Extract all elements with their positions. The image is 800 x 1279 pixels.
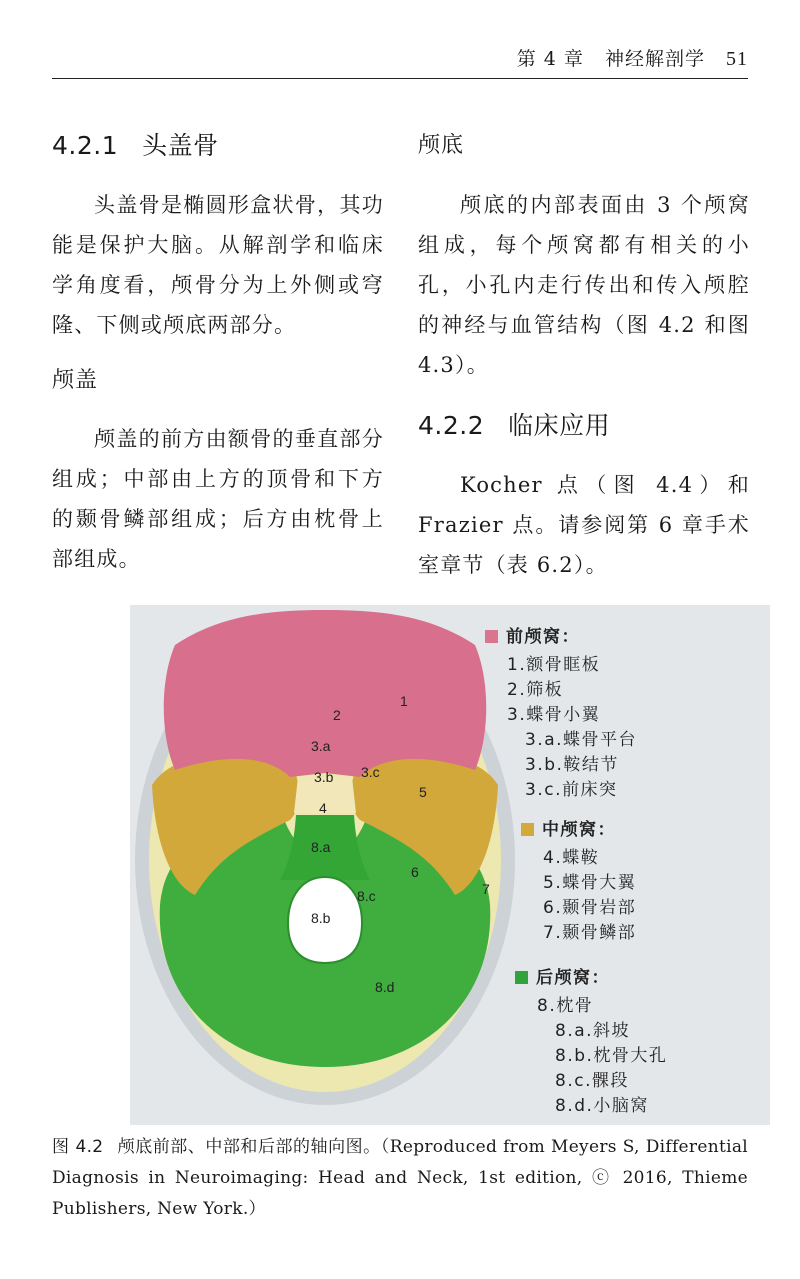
legend-sub-item: 8.c.髁段 — [555, 1071, 629, 1091]
legend-item: 2.筛板 — [507, 680, 564, 700]
section-title: 临床应用 — [508, 411, 611, 440]
label-4: 4 — [319, 800, 327, 816]
posterior-swatch — [515, 971, 528, 984]
label-3c: 3.c — [361, 764, 380, 780]
legend-item: 8.枕骨 — [537, 996, 594, 1016]
legend-item: 6.颞骨岩部 — [543, 898, 637, 918]
section-heading-clinical — [418, 405, 750, 447]
section-heading-skull — [52, 125, 384, 167]
legend-anterior-title: 前颅窝： — [485, 622, 580, 647]
legend-item: 7.颞骨鳞部 — [543, 923, 637, 943]
label-3a: 3.a — [311, 738, 331, 754]
page-number: 51 — [726, 48, 748, 70]
section-title: 头盖骨 — [142, 131, 219, 160]
anterior-swatch — [485, 630, 498, 643]
caption-text: 颅底前部、中部和后部的轴向图。（Reproduced from Meyers S, Differential Diagnosis in Neuroimaging: Head and Neck, 1st edition, ⓒ 2016, Thieme Publishers, New York.） — [52, 1137, 748, 1219]
skull-base-illustration — [130, 605, 770, 1125]
label-6: 6 — [411, 864, 419, 880]
skull-base-paragraph: 颅底的内部表面由 3 个颅窝组成，每个颅窝都有相关的小孔，小孔内走行传出和传入颅腔的神经与血管结构（图 4.2 和图 4.3）。 — [418, 193, 750, 377]
legend-item: 1.额骨眶板 — [507, 655, 601, 675]
legend-sub-item: 3.a.蝶骨平台 — [525, 730, 638, 750]
legend-sub-item: 8.d.小脑窝 — [555, 1096, 649, 1116]
chapter-title: 神经解剖学 — [604, 48, 705, 70]
label-8d: 8.d — [375, 979, 395, 995]
label-8b: 8.b — [311, 910, 331, 926]
label-8c: 8.c — [357, 888, 376, 904]
legend-item: 4.蝶鞍 — [543, 848, 600, 868]
legend-sub-item: 3.c.前床突 — [525, 780, 618, 800]
skull-base-heading: 颅底 — [418, 133, 465, 158]
label-5: 5 — [419, 784, 427, 800]
label-1: 1 — [400, 693, 408, 709]
label-3b: 3.b — [314, 769, 334, 785]
middle-swatch — [521, 823, 534, 836]
label-7: 7 — [482, 881, 490, 897]
calvaria-paragraph: 颅盖的前方由额骨的垂直部分组成；中部由上方的顶骨和下方的颞骨鳞部组成；后方由枕骨上部组成。 — [52, 427, 384, 571]
section-number: 4.2.2 — [418, 411, 485, 440]
figure-caption — [52, 1132, 748, 1225]
calvaria-heading: 颅盖 — [52, 368, 99, 393]
chapter-number: 第 4 章 — [516, 48, 584, 70]
label-8a: 8.a — [311, 839, 331, 855]
legend-middle-title: 中颅窝： — [521, 815, 616, 840]
running-head — [503, 44, 748, 71]
label-2: 2 — [333, 707, 341, 723]
right-column — [418, 125, 750, 585]
legend-sub-item: 3.b.鞍结节 — [525, 755, 619, 775]
page-header — [52, 44, 748, 79]
left-column — [52, 125, 384, 579]
legend-sub-item: 8.a.斜坡 — [555, 1021, 631, 1041]
legend-item: 3.蝶骨小翼 — [507, 705, 601, 725]
legend-sub-item: 8.b.枕骨大孔 — [555, 1046, 668, 1066]
section-number: 4.2.1 — [52, 131, 119, 160]
legend-item: 5.蝶骨大翼 — [543, 873, 637, 893]
intro-paragraph: 头盖骨是椭圆形盒状骨，其功能是保护大脑。从解剖学和临床学角度看，颅骨分为上外侧或穹隆、下侧或颅底两部分。 — [52, 193, 384, 337]
clinical-paragraph: Kocher 点（图 4.4）和 Frazier 点。请参阅第 6 章手术室章节（表 6.2）。 — [418, 473, 750, 577]
figure-number: 图 4.2 — [52, 1137, 104, 1157]
legend-posterior-title: 后颅窝： — [515, 963, 610, 988]
